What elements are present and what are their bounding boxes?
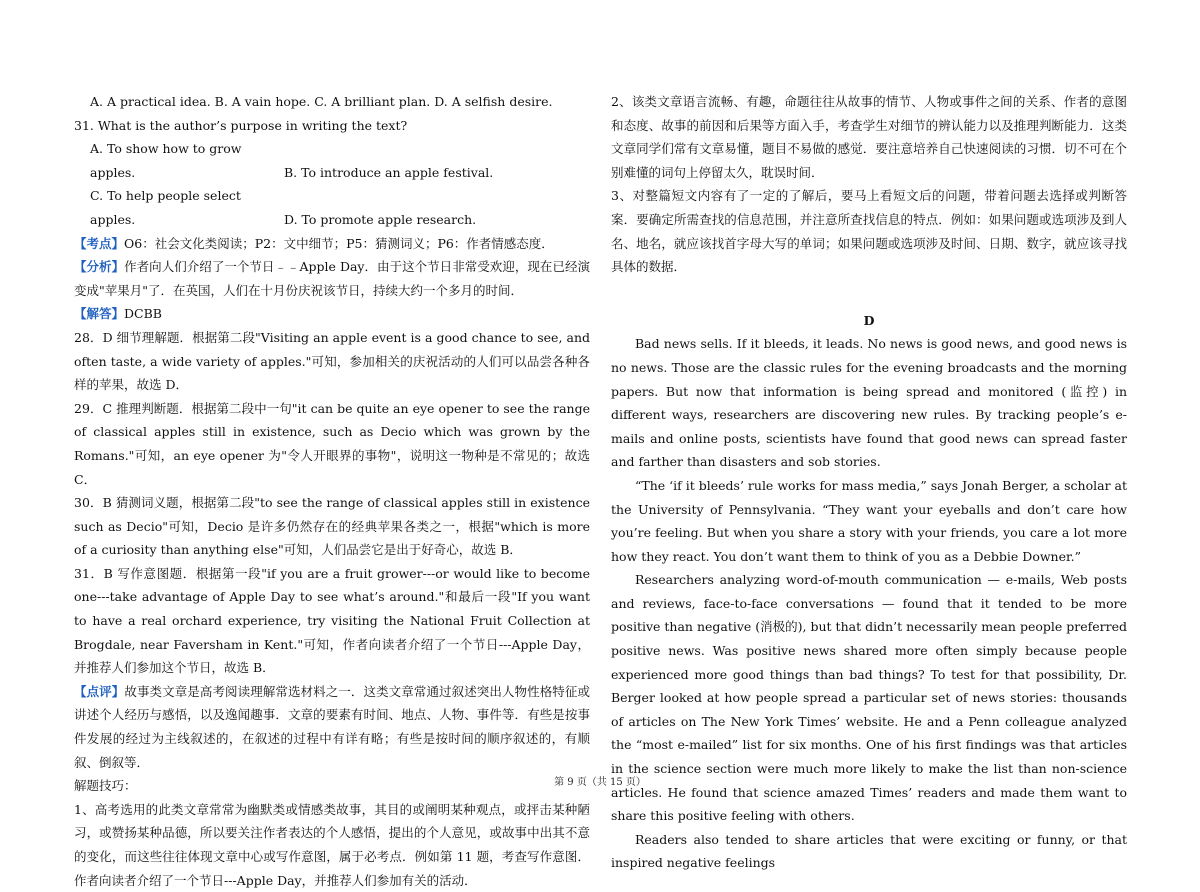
kaodian-section (74, 232, 590, 256)
tip-3: 3、对整篇短文内容有了一定的了解后，要马上看短文后的问题，带着问题去选择或判断答案．要确定所需查找的信息范围，并注意所查找信息的特点．例如：如果问题或选项涉及到人名、地名，就应该找首字母大写的单词；如果问题或选项涉及时间、日期、数字，就应该寻找具体的数据． (611, 188, 1127, 275)
q31-option-c: C. To help people select apples. (90, 188, 241, 227)
dianping-text: 故事类文章是高考阅读理解常选材料之一．这类文章常通过叙述突出人物性格特征或讲述个人经历与感悟，以及逸闻趣事．文章的要素有时间、地点、人物、事件等．有些是按事件发展的经过为主线叙述的，在叙述的过程中有详有略；有些是按时间的顺序叙述的，有顺叙、倒叙等． (74, 683, 590, 770)
passage-paragraph-1: Bad news sells. If it bleeds, it leads. No news is good news, and good news is no news. Those are the classic rules for the evening broadcasts and the morning papers. But now that information is being spread and monitored (监控) in different ways, researchers are discovering new rules. By tracking people’s e-mails and online posts, scientists have found that good news can spread faster and farther than disasters and sob stories. (611, 336, 1127, 470)
answer-30: 30．B 猜测词义题，根据第二段"to see the range of classical apples still in existence such as Decio"可知，Decio 是许多仍然存在的经典苹果各类之一，根据"which is more of a curiosity than anything else"可知，人们品尝它是出于好奇心，故选 B． (74, 495, 590, 558)
q31-stem: 31. What is the author’s purpose in writing the text? (74, 117, 408, 133)
passage-paragraph-3: Researchers analyzing word-of-mouth communication — e-mails, Web posts and reviews, face-to-face conversations — found that it tended to be more positive than negative (消极的), but that didn’t necessarily mean people preferred positive news. Was positive news shared more often simply because people experienced more good things than bad things? To test for that possibility, Dr. Berger looked at how people spread a particular set of news stories: thousands of articles on The New York Times’ website. He and a Penn colleague analyzed the “most e-mailed” list for six months. One of his first findings was that articles in the science section were much more likely to make the list than non-science articles. He found that science amazed Times’ readers and made them want to share this positive feeling with others. (611, 572, 1127, 824)
answer-28: 28．D 细节理解题．根据第二段"Visiting an apple event is a good chance to see, and often taste, a wide variety of apples."可知，参加相关的庆祝活动的人们可以品尝各种各样的苹果，故选 D． (74, 329, 590, 393)
kaodian-tag: 【考点】 (74, 235, 125, 251)
kaodian-text: O6：社会文化类阅读；P2：文中细节；P5：猜测词义；P6：作者情感态度． (124, 235, 554, 251)
jieda-tag: 【解答】 (74, 306, 125, 322)
q31-options-row1 (74, 137, 590, 184)
q30-options: A. A practical idea. B. A vain hope. C. A brilliant plan. D. A selfish desire. (90, 94, 553, 109)
q31-option-a: A. To show how to grow apples. (90, 141, 242, 180)
tip-2: 2、该类文章语言流畅、有趣，命题往往从故事的情节、人物或事件之间的关系、作者的意图和态度、故事的前因和后果等方面入手，考查学生对细节的辨认能力以及推理判断能力．这类文章同学们常有文章易懂，题目不易做的感觉．要注意培养自己快速阅读的习惯．切不可在个别难懂的词句上停留太久，耽误时间． (611, 94, 1127, 180)
spacer (611, 279, 1127, 301)
jieda-text: DCBB (124, 306, 162, 322)
tip-1: 1、高考选用的此类文章常常为幽默类或情感类故事，其目的或阐明某种观点，或抨击某种陋习，或赞扬某种品德，所以要关注作者表达的个人感悟，提出的个人意见，或故事中出其不意的变化，而这些往往体现文章中心或写作意图，属于必考点．例如第 11 题，考查写作意图．作者向读者介绍了一个节日---Apple Day，并推荐人们参加有关的活动． (74, 801, 590, 888)
page-footer: 第 9 页（共 15 页） (554, 777, 646, 788)
answer-29: 29．C 推理判断题．根据第二段中一句"it can be quite an eye opener to see the range of classical apples still in existence, such as Decio which was grown by the Romans."可知，an eye opener 为"令人开眼界的事物"，说明这一物种是不常见的；故选 C． (74, 400, 590, 487)
right-column (611, 90, 1127, 875)
q31-option-d: D. To promote apple research. (284, 211, 477, 227)
jiqiao-heading: 解题技巧： (74, 778, 137, 794)
passage-paragraph-4: Readers also tended to share articles that were exciting or funny, or that inspired negative feelings (611, 831, 1127, 871)
answer-31: 31．B 写作意图题．根据第一段"if you are a fruit grower---or would like to become one---take advantage of Apple Day to see what’s around."和最后一段"If you want to have a real orchard experience, try visiting the National Fruit Collection at Brogdale, near Faversham in Kent."可知，作者向读者介绍了一个节日---Apple Day，并推荐人们参加这个节日，故选 B． (74, 565, 590, 676)
section-d-heading: D (863, 312, 875, 328)
jieda-section (74, 302, 590, 326)
dianping-section (74, 680, 590, 774)
passage-paragraph-2: “The ‘if it bleeds’ rule works for mass media,” says Jonah Berger, a scholar at the University of Pennsylvania. “They want your eyeballs and don’t care how you’re feeling. But when you share a story with your friends, you care a lot more how they react. You don’t want them to think of you as a Debbie Downer.” (611, 477, 1127, 564)
q31-option-b: B. To introduce an apple festival. (284, 164, 494, 180)
fenxi-section (74, 255, 590, 302)
fenxi-tag: 【分析】 (74, 259, 125, 275)
fenxi-text: 作者向人们介绍了一个节日﹣﹣Apple Day．由于这个节日非常受欢迎，现在已经演变成"苹果月"了．在英国，人们在十月份庆祝该节日，持续大约一个多月的时间． (74, 259, 590, 298)
left-column (74, 90, 590, 892)
q31-options-row2 (74, 184, 590, 231)
dianping-tag: 【点评】 (74, 683, 125, 699)
